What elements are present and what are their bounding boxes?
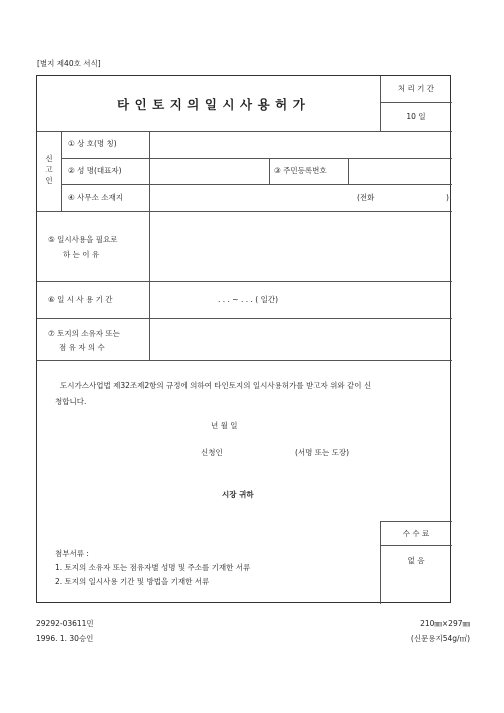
processing-period-label: 처 리 기 간 xyxy=(397,84,435,93)
fee-value: 없 음 xyxy=(407,556,425,565)
divider xyxy=(37,281,452,282)
paper-size: 210㎜×297㎜ xyxy=(420,619,470,628)
fee-label: 수 수 료 xyxy=(402,529,430,538)
divider xyxy=(348,158,349,184)
usage-period-dates: . . . ~ . . . ( 일간) xyxy=(218,295,279,304)
form-code: 29292-03611민 xyxy=(36,619,94,628)
approval-date: 1996. 1. 30승인 xyxy=(36,634,94,643)
divider xyxy=(269,158,270,184)
attachment-item: 1. 토지의 소유자 또는 점유자별 성명 및 주소를 기재한 서류 xyxy=(55,563,251,572)
form-title: 타인토지의일시사용허가 xyxy=(117,97,311,112)
divider xyxy=(61,131,62,211)
permit-form xyxy=(36,75,451,603)
date-line: 년 월 일 xyxy=(211,421,238,430)
reason-label: ⑤ 일시사용을 필요로 xyxy=(48,235,118,244)
addressee: 시장 귀하 xyxy=(222,490,254,499)
divider xyxy=(37,211,452,212)
business-name-label: ① 상 호(명 칭) xyxy=(68,139,117,148)
applicant-sign-label: 신청인 xyxy=(201,448,223,457)
attachments-title: 첨부서류 : xyxy=(55,549,89,558)
divider xyxy=(380,102,452,103)
form-number: [별지 제40호 서식] xyxy=(37,59,101,68)
processing-period-value: 10 일 xyxy=(406,112,426,121)
divider xyxy=(149,131,150,361)
paper-type: (신문용지54g/㎡) xyxy=(410,634,470,643)
application-statement-2: 청합니다. xyxy=(55,397,87,406)
owner-count-label: ⑦ 토지의 소유자 또는 xyxy=(48,329,120,338)
usage-period-label: ⑥ 일 시 사 용 기 간 xyxy=(48,295,113,304)
divider xyxy=(37,318,452,319)
divider xyxy=(37,360,452,361)
attachment-item: 2. 토지의 일시사용 기간 및 방법을 기재한 서류 xyxy=(55,577,210,586)
signature-note: (서명 또는 도장) xyxy=(295,448,350,457)
applicant-label: 신 고 인 xyxy=(45,154,53,185)
owner-count-label-2: 점 유 자 의 수 xyxy=(59,343,105,352)
divider xyxy=(61,184,452,185)
application-statement: 도시가스사업법 제32조제2항의 규정에 의하여 타인토지의 일시사용허가를 받고자 위와 같이 신 xyxy=(60,381,372,390)
divider xyxy=(37,131,452,132)
divider xyxy=(380,521,452,522)
resident-number-label: ③ 주민등록번호 xyxy=(274,166,327,175)
phone-close: ) xyxy=(446,193,449,202)
divider xyxy=(380,545,452,546)
representative-label: ② 성 명(대표자) xyxy=(68,166,122,175)
phone-label: (전화 xyxy=(357,193,375,202)
reason-label-2: 하 는 이 유 xyxy=(63,250,100,259)
office-address-label: ④ 사무소 소재지 xyxy=(68,193,123,202)
divider xyxy=(61,158,452,159)
